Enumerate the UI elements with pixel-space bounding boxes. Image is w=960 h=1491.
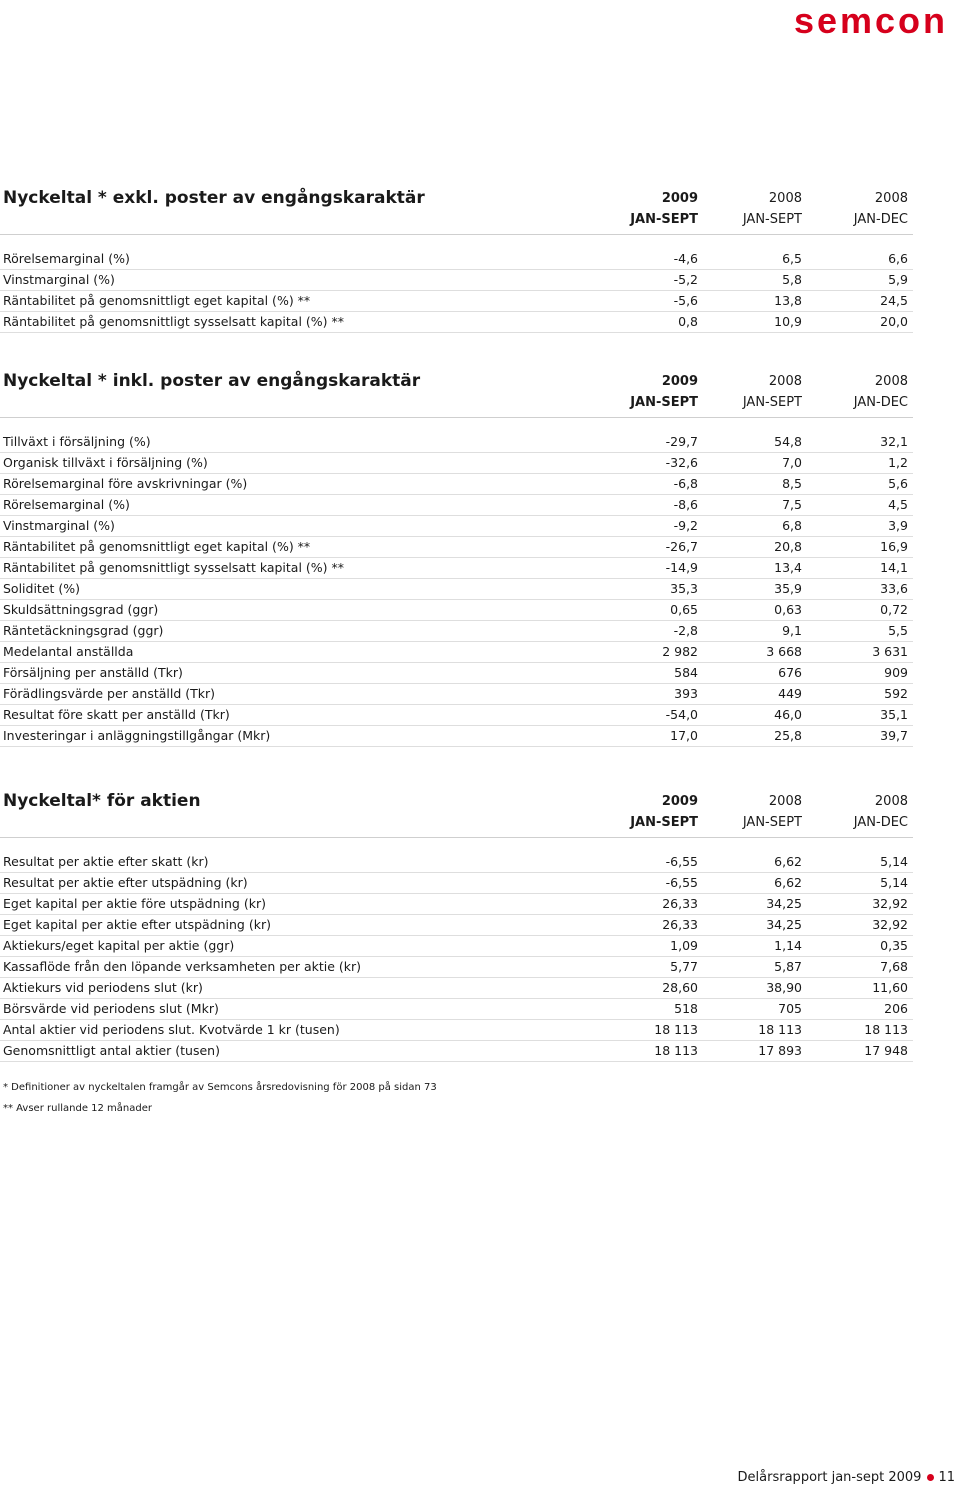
col-period-2008-dec: JAN-DEC — [853, 815, 908, 830]
row-value-col2: 35,9 — [774, 581, 802, 596]
col-year-2008-dec: 2008 — [874, 374, 908, 389]
row-value-col1: -6,8 — [673, 476, 698, 491]
row-value-col2: 6,62 — [774, 854, 802, 869]
row-value-col1: 26,33 — [662, 917, 698, 932]
row-value-col2: 9,1 — [782, 623, 802, 638]
table-row — [0, 474, 913, 495]
row-value-col2: 705 — [778, 1001, 802, 1016]
row-value-col1: 0,65 — [670, 602, 698, 617]
row-value-col1: 1,09 — [670, 938, 698, 953]
table-row — [0, 684, 913, 705]
row-value-col1: -54,0 — [665, 707, 698, 722]
row-value-col3: 592 — [884, 686, 908, 701]
row-label: Vinstmarginal (%) — [3, 272, 115, 287]
row-value-col3: 32,92 — [872, 896, 908, 911]
table-row — [0, 558, 913, 579]
row-value-col3: 32,1 — [880, 434, 908, 449]
table-row — [0, 726, 913, 747]
row-value-col1: 18 113 — [654, 1043, 698, 1058]
row-value-col3: 0,72 — [880, 602, 908, 617]
row-value-col1: -26,7 — [665, 539, 698, 554]
row-value-col3: 5,14 — [880, 875, 908, 890]
section-title: Nyckeltal* för aktien — [3, 791, 201, 811]
table-body — [0, 432, 913, 747]
report-title: Delårsrapport jan-sept 2009 — [737, 1470, 922, 1485]
table-row — [0, 705, 913, 726]
col-year-2009: 2009 — [661, 191, 698, 206]
row-value-col3: 33,6 — [880, 581, 908, 596]
row-value-col3: 11,60 — [872, 980, 908, 995]
row-label: Medelantal anställda — [3, 644, 134, 659]
row-value-col2: 1,14 — [774, 938, 802, 953]
row-value-col2: 5,8 — [782, 272, 802, 287]
table-row — [0, 453, 913, 474]
row-value-col3: 14,1 — [880, 560, 908, 575]
table-row — [0, 495, 913, 516]
row-label: Investeringar i anläggningstillgångar (Mkr) — [3, 728, 271, 743]
row-value-col3: 1,2 — [888, 455, 908, 470]
row-value-col1: -29,7 — [665, 434, 698, 449]
row-value-col3: 5,14 — [880, 854, 908, 869]
table-row — [0, 978, 913, 999]
row-value-col1: -6,55 — [665, 875, 698, 890]
row-value-col3: 3,9 — [888, 518, 908, 533]
row-value-col1: 35,3 — [670, 581, 698, 596]
col-year-2009: 2009 — [661, 374, 698, 389]
row-value-col1: 584 — [674, 665, 698, 680]
row-value-col3: 35,1 — [880, 707, 908, 722]
row-value-col1: -14,9 — [665, 560, 698, 575]
table-row — [0, 999, 913, 1020]
row-label: Vinstmarginal (%) — [3, 518, 115, 533]
row-value-col1: -9,2 — [673, 518, 698, 533]
row-value-col2: 38,90 — [766, 980, 802, 995]
row-value-col2: 34,25 — [766, 896, 802, 911]
col-period-2008-sept: JAN-SEPT — [742, 815, 802, 830]
row-value-col1: 518 — [674, 1001, 698, 1016]
table-row — [0, 312, 913, 333]
row-value-col3: 6,6 — [888, 251, 908, 266]
row-label: Soliditet (%) — [3, 581, 81, 596]
table-header — [0, 789, 913, 838]
row-value-col2: 13,4 — [774, 560, 802, 575]
col-period-2009: JAN-SEPT — [630, 815, 698, 830]
row-value-col2: 20,8 — [774, 539, 802, 554]
col-period-2008-dec: JAN-DEC — [853, 395, 908, 410]
row-label: Aktiekurs/eget kapital per aktie (ggr) — [3, 938, 235, 953]
row-value-col3: 17 948 — [864, 1043, 908, 1058]
row-value-col1: -5,2 — [673, 272, 698, 287]
row-value-col1: 28,60 — [662, 980, 698, 995]
row-value-col3: 18 113 — [864, 1022, 908, 1037]
table-body — [0, 852, 913, 1062]
row-value-col1: 0,8 — [678, 314, 698, 329]
row-value-col2: 8,5 — [782, 476, 802, 491]
row-label: Kassaflöde från den löpande verksamheten per aktie (kr) — [3, 959, 362, 974]
row-value-col1: -2,8 — [673, 623, 698, 638]
table-row — [0, 621, 913, 642]
row-value-col3: 7,68 — [880, 959, 908, 974]
row-value-col2: 6,62 — [774, 875, 802, 890]
table-row — [0, 957, 913, 978]
row-label: Försäljning per anställd (Tkr) — [3, 665, 183, 680]
row-value-col3: 32,92 — [872, 917, 908, 932]
table-row — [0, 873, 913, 894]
row-value-col3: 4,5 — [888, 497, 908, 512]
col-period-2008-sept: JAN-SEPT — [742, 395, 802, 410]
table-aktien — [0, 789, 913, 1062]
table-row — [0, 642, 913, 663]
col-year-2008-dec: 2008 — [874, 191, 908, 206]
row-value-col3: 206 — [884, 1001, 908, 1016]
row-value-col3: 39,7 — [880, 728, 908, 743]
row-label: Eget kapital per aktie före utspädning (kr) — [3, 896, 266, 911]
row-label: Börsvärde vid periodens slut (Mkr) — [3, 1001, 219, 1016]
table-row — [0, 291, 913, 312]
table-row — [0, 600, 913, 621]
row-value-col1: -4,6 — [673, 251, 698, 266]
row-value-col3: 16,9 — [880, 539, 908, 554]
row-value-col2: 17 893 — [758, 1043, 802, 1058]
row-value-col1: 2 982 — [662, 644, 698, 659]
row-label: Tillväxt i försäljning (%) — [3, 434, 151, 449]
col-year-2008-sept: 2008 — [768, 191, 802, 206]
table-header — [0, 186, 913, 235]
row-value-col2: 449 — [778, 686, 802, 701]
row-value-col2: 34,25 — [766, 917, 802, 932]
table-row — [0, 579, 913, 600]
table-row — [0, 537, 913, 558]
table-row — [0, 270, 913, 291]
row-label: Resultat före skatt per anställd (Tkr) — [3, 707, 230, 722]
row-value-col1: -8,6 — [673, 497, 698, 512]
row-label: Räntabilitet på genomsnittligt sysselsatt kapital (%) ** — [3, 560, 345, 575]
row-value-col1: 26,33 — [662, 896, 698, 911]
section-title: Nyckeltal * exkl. poster av engångskaraktär — [3, 188, 425, 208]
row-value-col3: 5,5 — [888, 623, 908, 638]
row-label: Räntetäckningsgrad (ggr) — [3, 623, 164, 638]
table-header — [0, 369, 913, 418]
table-row — [0, 1020, 913, 1041]
section-title: Nyckeltal * inkl. poster av engångskaraktär — [3, 371, 421, 391]
table-row — [0, 516, 913, 537]
table-row — [0, 432, 913, 453]
row-value-col2: 6,5 — [782, 251, 802, 266]
row-value-col3: 0,35 — [880, 938, 908, 953]
row-label: Eget kapital per aktie efter utspädning (kr) — [3, 917, 271, 932]
semcon-logo: semcon — [793, 0, 948, 41]
row-label: Organisk tillväxt i försäljning (%) — [3, 455, 208, 470]
table-row — [0, 1041, 913, 1062]
row-value-col1: 393 — [674, 686, 698, 701]
table-body — [0, 249, 913, 333]
row-label: Resultat per aktie efter utspädning (kr) — [3, 875, 248, 890]
row-value-col3: 909 — [884, 665, 908, 680]
table-row — [0, 249, 913, 270]
row-label: Skuldsättningsgrad (ggr) — [3, 602, 159, 617]
col-period-2009: JAN-SEPT — [630, 212, 698, 227]
row-value-col1: 18 113 — [654, 1022, 698, 1037]
row-value-col2: 18 113 — [758, 1022, 802, 1037]
row-value-col1: 17,0 — [670, 728, 698, 743]
row-label: Förädlingsvärde per anställd (Tkr) — [3, 686, 216, 701]
bullet-dot-icon — [927, 1474, 934, 1481]
table-row — [0, 852, 913, 873]
row-value-col2: 46,0 — [774, 707, 802, 722]
col-period-2008-sept: JAN-SEPT — [742, 212, 802, 227]
row-value-col1: -32,6 — [665, 455, 698, 470]
row-value-col2: 13,8 — [774, 293, 802, 308]
col-period-2009: JAN-SEPT — [630, 395, 698, 410]
col-year-2008-dec: 2008 — [874, 794, 908, 809]
table-row — [0, 936, 913, 957]
row-value-col2: 25,8 — [774, 728, 802, 743]
col-period-2008-dec: JAN-DEC — [853, 212, 908, 227]
row-value-col2: 7,5 — [782, 497, 802, 512]
table-exkl-engangsposter — [0, 186, 913, 333]
row-label: Räntabilitet på genomsnittligt eget kapital (%) ** — [3, 539, 311, 554]
table-row — [0, 663, 913, 684]
col-year-2008-sept: 2008 — [768, 794, 802, 809]
row-value-col3: 24,5 — [880, 293, 908, 308]
row-value-col2: 6,8 — [782, 518, 802, 533]
row-label: Rörelsemarginal före avskrivningar (%) — [3, 476, 248, 491]
footnote-definitions: * Definitioner av nyckeltalen framgår av Semcons årsredovisning för 2008 på sidan 73 — [3, 1082, 437, 1093]
table-row — [0, 915, 913, 936]
table-inkl-engangsposter — [0, 369, 913, 747]
row-value-col3: 20,0 — [880, 314, 908, 329]
row-label: Räntabilitet på genomsnittligt sysselsatt kapital (%) ** — [3, 314, 345, 329]
row-label: Aktiekurs vid periodens slut (kr) — [3, 980, 203, 995]
col-year-2009: 2009 — [661, 794, 698, 809]
row-value-col1: 5,77 — [670, 959, 698, 974]
row-label: Räntabilitet på genomsnittligt eget kapital (%) ** — [3, 293, 311, 308]
row-label: Rörelsemarginal (%) — [3, 497, 130, 512]
row-value-col2: 7,0 — [782, 455, 802, 470]
page-number: 11 — [938, 1470, 955, 1485]
row-value-col2: 10,9 — [774, 314, 802, 329]
row-value-col1: -6,55 — [665, 854, 698, 869]
table-row — [0, 894, 913, 915]
footnote-rolling: ** Avser rullande 12 månader — [3, 1103, 153, 1114]
row-value-col2: 54,8 — [774, 434, 802, 449]
row-value-col3: 3 631 — [872, 644, 908, 659]
row-value-col3: 5,6 — [888, 476, 908, 491]
row-value-col2: 0,63 — [774, 602, 802, 617]
row-value-col3: 5,9 — [888, 272, 908, 287]
row-label: Rörelsemarginal (%) — [3, 251, 130, 266]
page-footer — [738, 1470, 955, 1485]
row-value-col2: 5,87 — [774, 959, 802, 974]
row-label: Genomsnittligt antal aktier (tusen) — [3, 1043, 220, 1058]
row-value-col1: -5,6 — [673, 293, 698, 308]
col-year-2008-sept: 2008 — [768, 374, 802, 389]
row-value-col2: 3 668 — [766, 644, 802, 659]
row-label: Resultat per aktie efter skatt (kr) — [3, 854, 209, 869]
row-value-col2: 676 — [778, 665, 802, 680]
row-label: Antal aktier vid periodens slut. Kvotvärde 1 kr (tusen) — [3, 1022, 340, 1037]
